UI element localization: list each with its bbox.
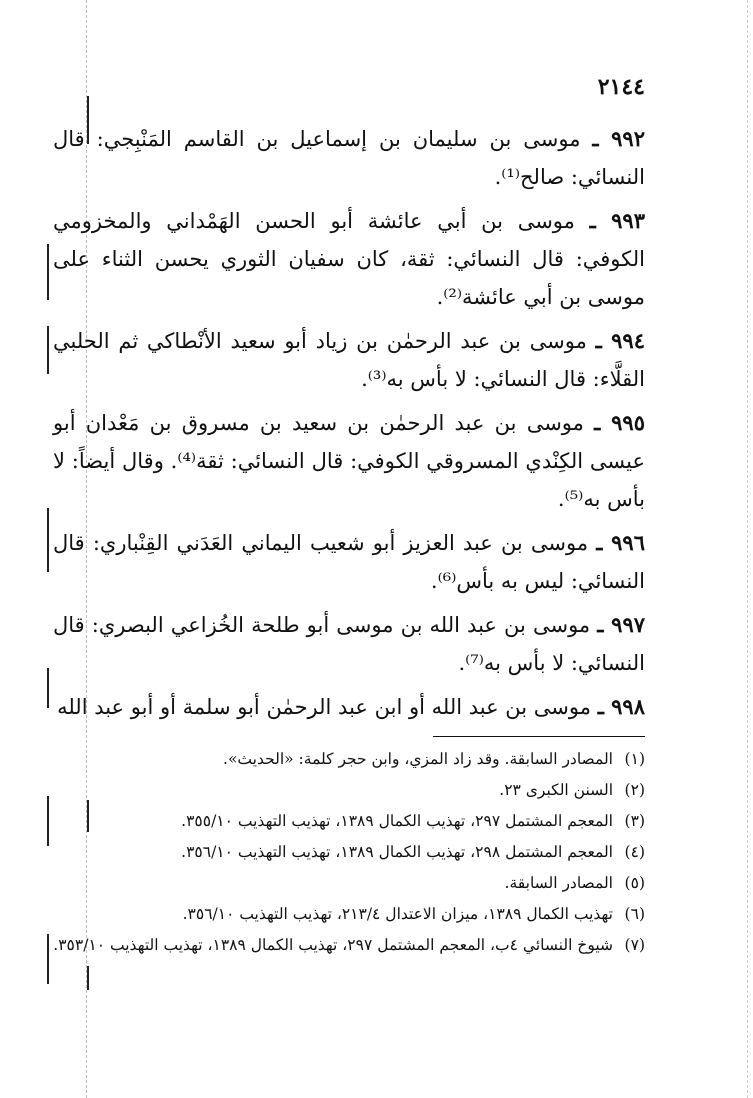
- footnotes-list: [53, 744, 645, 961]
- footnote-text: تهذيب الكمال ١٣٨٩، ميزان الاعتدال ٢١٣/٤، تهذيب التهذيب ٣٥٦/١٠.: [182, 905, 613, 923]
- footnote: [53, 744, 645, 775]
- footnote-number: (٣): [624, 812, 645, 830]
- footnote: [53, 806, 645, 837]
- entry: [53, 606, 645, 682]
- scan-bar: [47, 326, 49, 374]
- scan-bar: [47, 244, 49, 300]
- entry: [53, 688, 645, 726]
- footnote: [53, 837, 645, 868]
- footnote-number: (٢): [624, 781, 645, 799]
- entry-text: موسى بن عبد الله بن موسى أبو طلحة الخُزاعي البصري: قال النسائي: لا بأس به⁽⁷⁾.: [53, 613, 645, 675]
- scan-bar: [47, 796, 49, 846]
- footnote-text: المصادر السابقة.: [504, 874, 613, 892]
- entry-text: موسى بن عبد العزيز أبو شعيب اليماني العَدَني القِنْباري: قال النسائي: ليس به بأس⁽⁶⁾.: [53, 531, 645, 593]
- entry-number: ٩٩٦ ـ: [596, 530, 645, 555]
- entry-text: موسى بن عبد الرحمٰن بن زياد أبو سعيد الأنْطاكي ثم الحلبي القلَّاء: قال النسائي: لا بأس به⁽³⁾.: [53, 329, 645, 391]
- entry-number: ٩٩٢ ـ: [592, 126, 645, 151]
- footnote: [53, 868, 645, 899]
- footnote-number: (٦): [624, 905, 645, 923]
- entry: [53, 120, 645, 196]
- scan-bar: [47, 934, 49, 984]
- entry-text: موسى بن أبي عائشة أبو الحسن الهَمْداني والمخزومي الكوفي: قال النسائي: ثقة، كان سفيان الثوري يحسن الثناء على موسى بن أبي عائشة⁽²⁾.: [53, 209, 645, 309]
- entry-number: ٩٩٥ ـ: [594, 410, 645, 435]
- page-number: ٢١٤٤: [597, 74, 645, 100]
- footnote-text: المصادر السابقة. وقد زاد المزي، وابن حجر كلمة: «الحديث».: [223, 750, 613, 768]
- footnote: [53, 930, 645, 961]
- footnote-text: المعجم المشتمل ٢٩٨، تهذيب الكمال ١٣٨٩، تهذيب التهذيب ٣٥٦/١٠.: [181, 843, 613, 861]
- footnote: [53, 899, 645, 930]
- entry-number: ٩٩٨ ـ: [597, 694, 645, 719]
- entry-text: موسى بن عبد الله أو ابن عبد الرحمٰن أبو سلمة أو أبو عبد الله: [57, 695, 591, 719]
- entry: [53, 202, 645, 316]
- entry: [53, 524, 645, 600]
- scan-guide-line-right: [747, 0, 748, 1098]
- entry-number: ٩٩٧ ـ: [597, 612, 646, 637]
- scan-bar: [47, 508, 49, 572]
- entry: [53, 404, 645, 518]
- footnote-text: شيوخ النسائي ٤ب، المعجم المشتمل ٢٩٧، تهذيب الكمال ١٣٨٩، تهذيب التهذيب ٣٥٣/١٠.: [53, 936, 613, 954]
- scan-bar: [87, 966, 89, 990]
- footnote-number: (٤): [624, 843, 645, 861]
- entry-text: موسى بن عبد الرحمٰن بن سعيد بن مسروق بن مَعْدان أبو عيسى الكِنْدي المسروقي الكوفي: قال النسائي: ثقة⁽⁴⁾. وقال أيضاً: لا بأس به⁽⁵⁾.: [53, 411, 645, 511]
- entry-text: موسى بن سليمان بن إسماعيل بن القاسم المَنْبِجي: قال النسائي: صالح⁽¹⁾.: [53, 127, 645, 189]
- entry: [53, 322, 645, 398]
- entry-number: ٩٩٣ ـ: [589, 208, 645, 233]
- footnote-separator: [433, 736, 645, 737]
- entries-list: [53, 120, 645, 732]
- footnote-number: (١): [624, 750, 645, 768]
- footnote: [53, 775, 645, 806]
- footnote-number: (٧): [624, 936, 645, 954]
- footnote-number: (٥): [624, 874, 645, 892]
- entry-number: ٩٩٤ ـ: [595, 328, 645, 353]
- footnote-text: المعجم المشتمل ٢٩٧، تهذيب الكمال ١٣٨٩، تهذيب التهذيب ٣٥٥/١٠.: [181, 812, 613, 830]
- footnote-text: السنن الكبرى ٢٣.: [499, 781, 613, 799]
- scan-bar: [47, 668, 49, 708]
